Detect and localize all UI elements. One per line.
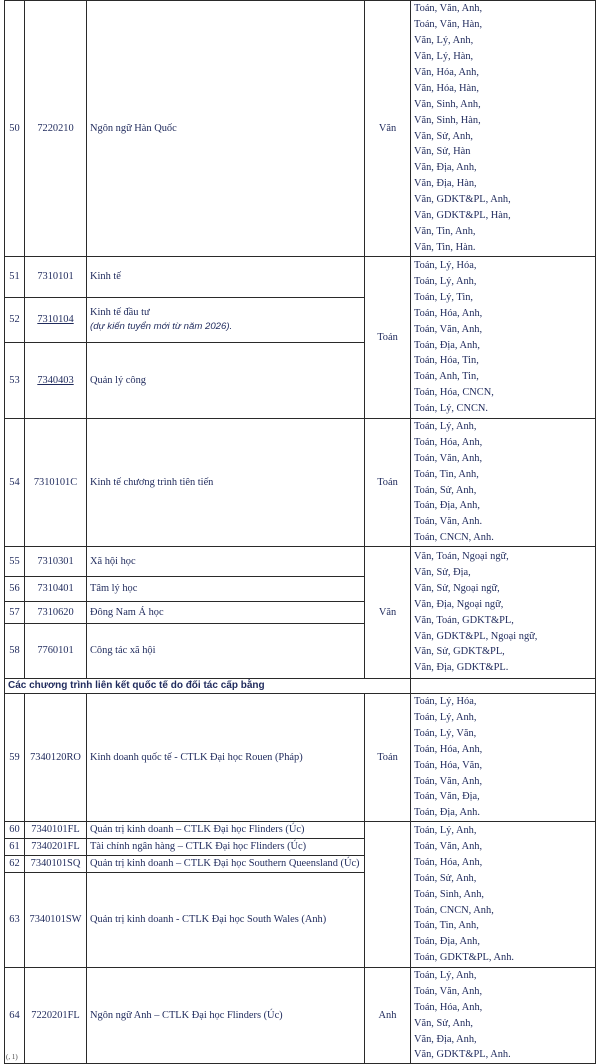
major-name [87,624,365,679]
major-note: (dự kiến tuyển mới từ năm 2026). [90,321,233,332]
combination-item: Toán, Sử, Anh, [414,484,477,496]
combination-item: Văn, Sinh, Hàn, [414,114,481,126]
major-name [87,839,365,856]
major-code [25,602,87,624]
major-name [87,343,365,419]
major-code-text: 7340120RO [30,751,81,763]
major-code [25,547,87,577]
row-number: 52 [5,298,25,343]
combination-item: Văn, Sử, Ngoại ngữ, [414,582,500,594]
major-name [87,547,365,577]
row-number: 50 [5,1,25,257]
major-name [87,577,365,602]
row-number: 55 [5,547,25,577]
major-code-text: 7760101 [37,645,74,657]
major-group [365,822,411,968]
row-number: 58 [5,624,25,679]
combination-item: Toán, Lý, Tin, [414,291,474,303]
row-number: 57 [5,602,25,624]
combination-item: Văn, Toán, Ngoại ngữ, [414,551,509,563]
row-number: 63 [5,872,25,967]
subject-combinations [411,547,596,679]
combination-item: Toán, Lý, Anh, [414,421,477,432]
combination-item: Toán, Văn, Hàn, [414,19,483,31]
major-name [87,822,365,839]
row-number: 61 [5,839,25,856]
combination-item: Toán, Anh, Tin, [414,371,479,383]
admission-table [4,0,596,1064]
major-code [25,257,87,298]
combination-item: Văn, Sinh, Anh, [414,98,481,110]
combination-item: Văn, Tin, Anh, [414,225,476,237]
major-code [25,694,87,822]
section-title: Các chương trình liên kết quốc tế do đối tác cấp bằng [5,679,411,694]
major-name-text: Tâm lý học [90,583,138,595]
combination-item: Văn, Địa, Ngoại ngữ, [414,598,504,610]
major-name-text: Kinh tế đầu tư [90,307,150,318]
major-name [87,967,365,1063]
combination-item: Văn, GDKT&PL, Ngoại ngữ, [414,630,538,642]
major-name-text: Xã hội học [90,555,136,567]
combination-item: Toán, Địa, Anh. [414,807,480,819]
combination-item: Văn, GDKT&PL, Anh. [414,1049,511,1061]
combination-item: Toán, Hóa, Văn, [414,759,483,771]
combination-item: Toán, Tin, Anh, [414,468,479,480]
major-group: Toán [365,257,411,419]
major-code [25,872,87,967]
combination-item: Văn, Lý, Hàn, [414,51,474,63]
major-name-text: Quản trị kinh doanh – CTLK Đại học Flinders (Úc) [90,824,305,836]
major-name [87,298,365,343]
subject-combinations [411,419,596,547]
combination-item: Toán, Địa, Anh, [414,500,480,512]
major-name-text: Kinh tế [90,271,121,282]
combination-item: Toán, Hóa, Tin, [414,355,479,367]
combination-item: Toán, GDKT&PL, Anh. [414,952,514,964]
major-name-text: Quản lý công [90,374,146,386]
combination-item: Toán, Sinh, Anh, [414,888,484,900]
combination-item: Văn, Toán, GDKT&PL, [414,614,514,626]
footer-mark: (, 1) [6,1053,18,1061]
combination-item: Toán, Văn, Anh, [414,3,483,15]
major-group: Toán [365,419,411,547]
combination-item: Toán, Địa, Anh, [414,339,480,351]
combination-item: Văn, Lý, Anh, [414,35,474,47]
combination-item: Toán, Hóa, Anh, [414,436,483,448]
major-code [25,343,87,419]
row-number: 53 [5,343,25,419]
major-code [25,577,87,602]
major-group: Anh [365,967,411,1063]
combination-item: Toán, Hóa, Anh, [414,743,483,755]
combination-item: Văn, Địa, GDKT&PL. [414,662,509,674]
combination-item: Toán, Văn, Anh. [414,516,483,528]
major-code [25,419,87,547]
major-name [87,872,365,967]
major-code-text: 7310104 [37,314,74,326]
row-number: 64 [5,967,25,1063]
combination-item: Văn, Sử, Anh, [414,130,474,142]
table-row [5,822,596,839]
major-name [87,419,365,547]
combination-item: Văn, Sử, Địa, [414,566,471,578]
row-number: 59 [5,694,25,822]
major-name-text: Công tác xã hội [90,645,156,657]
combination-item: Toán, Sử, Anh, [414,872,477,884]
major-code-text: 7340101FL [31,824,80,836]
table-row [5,694,596,822]
subject-combinations [411,257,596,419]
table-row [5,1,596,257]
major-code [25,1,87,257]
combination-item: Văn, Sử, Hàn [414,146,471,158]
major-name [87,602,365,624]
major-code-text: 7310301 [37,555,74,567]
combination-item: Toán, Văn, Anh, [414,452,483,464]
combination-item: Toán, Lý, Anh, [414,275,477,287]
combination-item: Toán, CNCN, Anh, [414,904,494,916]
combination-item: Toán, Văn, Anh, [414,985,483,997]
combination-item: Toán, Văn, Anh, [414,840,483,852]
major-name-text: Quản trị kinh doanh - CTLK Đại học South Wales (Anh) [90,913,327,925]
major-code-text: 7310620 [37,606,74,618]
combination-item: Toán, Lý, Hóa, [414,696,477,708]
major-code [25,967,87,1063]
combination-item: Toán, Văn, Anh, [414,775,483,787]
major-group: Toán [365,694,411,822]
major-code [25,298,87,343]
major-code-text: 7340403 [37,374,74,386]
subject-combinations [411,967,596,1063]
combination-item: Văn, Sử, Anh, [414,1017,474,1029]
combination-item: Toán, Lý, Anh, [414,712,477,724]
major-name [87,694,365,822]
combination-item: Văn, Hóa, Anh, [414,66,479,78]
major-group: Văn [365,547,411,679]
major-name-text: Ngôn ngữ Hàn Quốc [90,122,177,134]
combination-item: Văn, Địa, Anh, [414,1033,477,1045]
major-code-text: 7340101SQ [30,858,81,870]
combination-item: Toán, Lý, Hóa, [414,260,477,272]
major-name-text: Đông Nam Á học [90,606,164,618]
table-row [5,257,596,298]
major-code [25,624,87,679]
combination-item: Toán, Địa, Anh, [414,936,480,948]
row-number: 60 [5,822,25,839]
major-name-text: Tài chính ngân hàng – CTLK Đại học Flinders (Úc) [90,841,307,853]
row-number: 62 [5,856,25,873]
combination-item: Toán, Lý, Anh, [414,825,477,837]
section-empty [411,679,596,694]
combination-item: Văn, Tin, Hàn. [414,241,476,253]
major-code-text: 7340201FL [31,841,80,853]
section-row [5,679,596,694]
major-code-text: 7310101C [33,476,78,488]
combination-item: Toán, Hóa, Anh, [414,1001,483,1013]
combination-item: Văn, GDKT&PL, Anh, [414,194,511,206]
major-group: Văn [365,1,411,257]
major-name [87,1,365,257]
major-code-text: 7310101 [37,271,74,283]
subject-combinations [411,822,596,968]
combination-item: Toán, Hóa, CNCN, [414,387,494,399]
combination-item: Toán, Lý, Anh, [414,969,477,981]
major-code-text: 7220201FL [31,1009,80,1021]
row-number: 56 [5,577,25,602]
combination-item: Văn, Sử, GDKT&PL, [414,646,505,658]
major-code [25,856,87,873]
combination-item: Toán, Văn, Địa, [414,791,480,803]
major-code-text: 7310401 [37,583,74,595]
subject-combinations [411,1,596,257]
major-name [87,257,365,298]
major-code [25,822,87,839]
major-code-text: 7220210 [37,122,74,134]
combination-item: Văn, GDKT&PL, Hàn, [414,209,511,221]
combination-item: Toán, Hóa, Anh, [414,856,483,868]
combination-item: Toán, Lý, CNCN. [414,403,489,415]
major-code-text: 7340101SW [29,914,82,926]
major-code [25,839,87,856]
major-name-text: Kinh doanh quốc tế - CTLK Đại học Rouen (Pháp) [90,751,303,763]
table-row [5,967,596,1063]
table-row [5,547,596,577]
combination-item: Toán, Tin, Anh, [414,920,479,932]
combination-item: Toán, Văn, Anh, [414,323,483,335]
combination-item: Toán, CNCN, Anh. [414,532,494,544]
combination-item: Văn, Địa, Hàn, [414,178,477,190]
major-name-text: Ngôn ngữ Anh – CTLK Đại học Flinders (Úc) [90,1009,283,1021]
combination-item: Toán, Lý, Văn, [414,727,477,739]
combination-item: Toán, Hóa, Anh, [414,307,483,319]
row-number: 51 [5,257,25,298]
major-name-text: Kinh tế chương trình tiên tiến [90,476,214,488]
combination-item: Văn, Hóa, Hàn, [414,82,479,94]
combination-item: Văn, Địa, Anh, [414,162,477,174]
major-name [87,856,365,873]
subject-combinations [411,694,596,822]
table-row [5,419,596,547]
row-number: 54 [5,419,25,547]
major-name-text: Quản trị kinh doanh – CTLK Đại học Southern Queensland (Úc) [90,858,360,870]
